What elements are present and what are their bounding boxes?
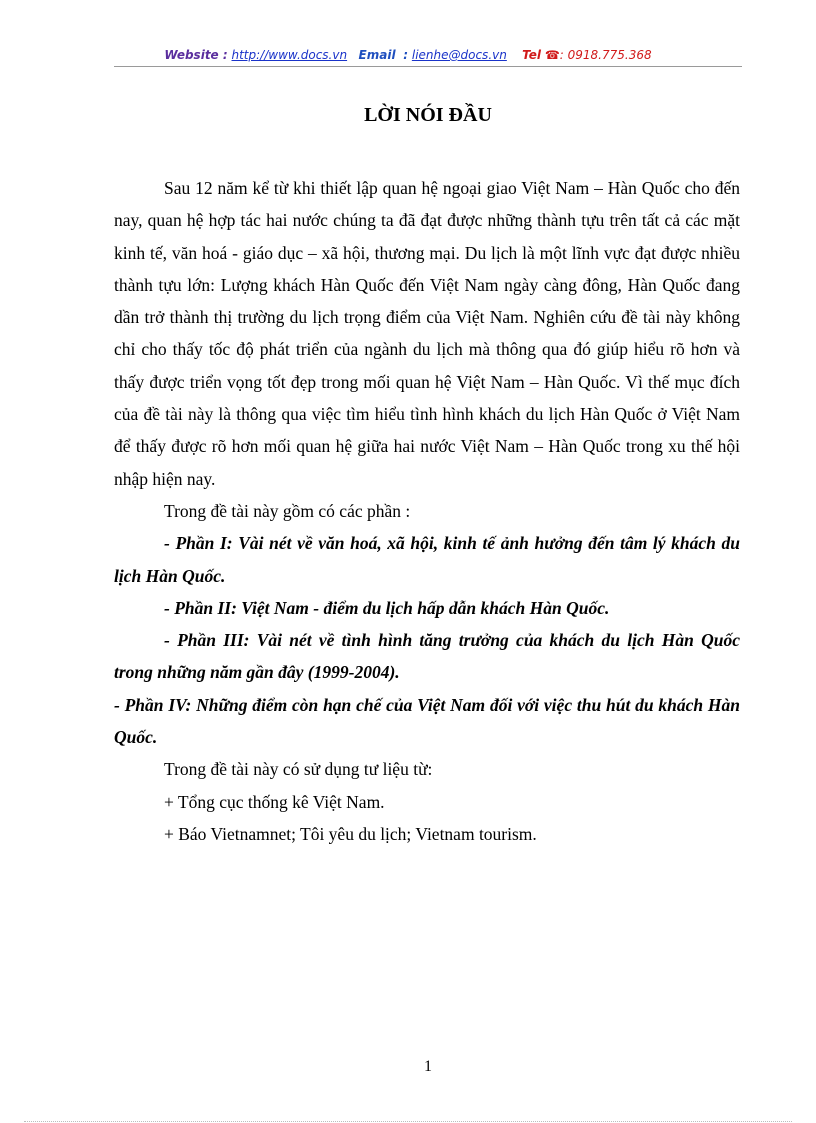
website-link[interactable]: http://www.docs.vn: [231, 48, 348, 62]
intro-paragraph: Sau 12 năm kể từ khi thiết lập quan hệ ngoại giao Việt Nam – Hàn Quốc cho đến nay, quan hệ hợp tác hai nước chúng ta đã đạt được những thành tựu trên tất cả các mặt kinh tế, văn hoá - giáo dục – xã hội, thương mại. Du lịch là một lĩnh vực đạt được nhiều thành tựu lớn: Lượng khách Hàn Quốc đến Việt Nam ngày càng đông, Hàn Quốc đang dần trở thành thị trường du lịch trọng điểm của Việt Nam. Nghiên cứu đề tài này không chỉ cho thấy tốc độ phát triển của ngành du lịch mà thông qua đó giúp hiểu rõ hơn và thấy được triển vọng tốt đẹp trong mối quan hệ Việt Nam – Hàn Quốc. Vì thế mục đích của đề tài này là thông qua việc tìm hiểu tình hình khách du lịch Hàn Quốc ở Việt Nam để thấy được rõ hơn mối quan hệ giữa hai nước Việt Nam – Hàn Quốc trong xu thế hội nhập hiện nay.: [114, 178, 740, 489]
page-title: LỜI NÓI ĐẦU: [364, 104, 492, 126]
part-item-1: - Phần I: Vài nét về văn hoá, xã hội, kinh tế ảnh hưởng đến tâm lý khách du lịch Hàn Quốc.: [114, 533, 740, 586]
part-item-4: - Phần IV: Những điểm còn hạn chế của Việt Nam đối với việc thu hút du khách Hàn Quốc.: [114, 694, 740, 748]
page-header: [0, 48, 816, 62]
page-number: 1: [424, 1058, 432, 1075]
part-item-2: - Phần II: Việt Nam - điểm du lịch hấp dẫn khách Hàn Quốc.: [164, 597, 610, 618]
email-separator: :: [403, 48, 409, 62]
tel-label: Tel: [522, 48, 541, 62]
header-divider: [114, 66, 742, 67]
telephone-icon: ☎: [544, 48, 560, 62]
sources-intro: Trong đề tài này có sử dụng tư liệu từ:: [164, 759, 433, 780]
footer-divider: [24, 1121, 792, 1122]
document-body: [114, 172, 740, 850]
tel-value: : 0918.775.368: [559, 48, 652, 62]
parts-intro: Trong đề tài này gồm có các phần :: [164, 500, 411, 521]
email-label: Email: [358, 48, 396, 62]
website-label: Website :: [164, 48, 228, 62]
email-link[interactable]: lienhe@docs.vn: [411, 48, 507, 62]
source-item-1: + Tổng cục thống kê Việt Nam.: [164, 791, 385, 812]
part-item-3: - Phần III: Vài nét về tình hình tăng trưởng của khách du lịch Hàn Quốc trong những năm gần đây (1999-2004).: [114, 630, 740, 683]
source-item-2: + Báo Vietnamnet; Tôi yêu du lịch; Vietnam tourism.: [164, 823, 537, 844]
